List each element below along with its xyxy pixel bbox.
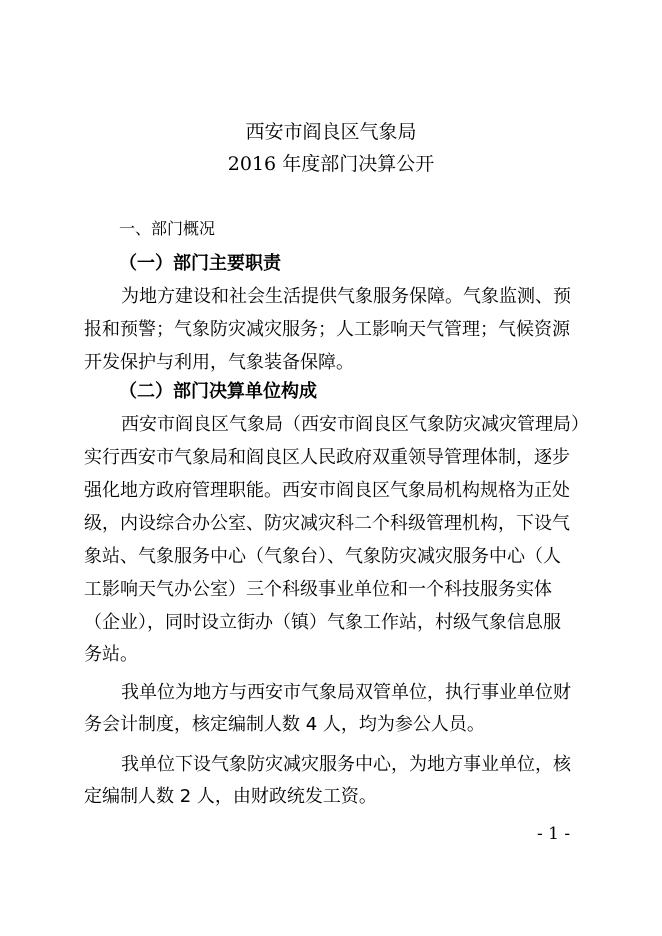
subsection-heading-units: （二）部门决算单位构成 [119, 381, 317, 402]
duty-line: 为地方建设和社会生活提供气象服务保障。气象监测、预 [121, 286, 571, 307]
unit-line: 务站。 [84, 644, 138, 665]
sub-unit-line: 定编制人数 2 人，由财政统发工资。 [84, 786, 377, 807]
document-subtitle: 2016 年度部门决算公开 [227, 153, 435, 175]
page-number: - 1 - [537, 824, 571, 844]
unit-line: （企业），同时设立街办（镇）气象工作站，村级气象信息服 [84, 612, 561, 633]
staff-line: 务会计制度，核定编制人数 4 人，均为参公人员。 [84, 714, 485, 735]
unit-line: 实行西安市气象局和阎良区人民政府双重领导管理体制，逐步 [84, 447, 570, 468]
subsection-heading-duties: （一）部门主要职责 [119, 253, 281, 274]
duty-line: 开发保护与利用，气象装备保障。 [84, 352, 354, 373]
staff-line: 我单位为地方与西安市气象局双管单位，执行事业单位财 [121, 682, 571, 703]
document-title: 西安市阎良区气象局 [245, 121, 417, 143]
section-heading-overview: 一、部门概况 [119, 219, 216, 238]
unit-line: 工影响天气办公室）三个科级事业单位和一个科技服务实体 [84, 579, 552, 600]
duty-line: 报和预警；气象防灾减灾服务；人工影响天气管理；气候资源 [84, 319, 570, 340]
unit-line: 级，内设综合办公室、防灾减灾科二个科级管理机构，下设气 [84, 513, 570, 534]
sub-unit-line: 我单位下设气象防灾减灾服务中心，为地方事业单位，核 [121, 754, 571, 775]
unit-line: 强化地方政府管理职能。西安市阎良区气象局机构规格为正处 [84, 480, 570, 501]
unit-line: 西安市阎良区气象局（西安市阎良区气象防灾减灾管理局） [121, 414, 589, 435]
unit-line: 象站、气象服务中心（气象台）、气象防灾减灾服务中心（人 [84, 546, 561, 567]
